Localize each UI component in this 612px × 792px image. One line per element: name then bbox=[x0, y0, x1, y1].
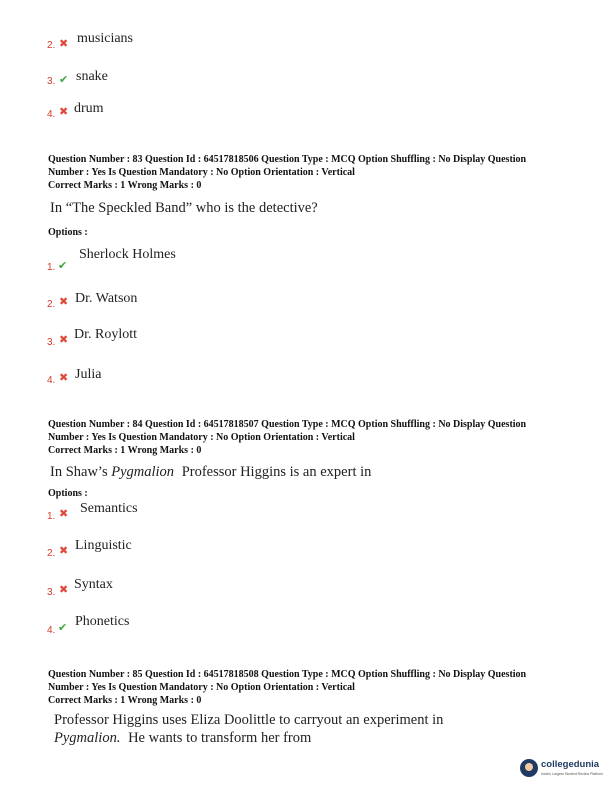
question-text bbox=[50, 464, 371, 481]
option-text: Syntax bbox=[74, 577, 113, 592]
option-number: 3. bbox=[47, 587, 56, 598]
check-icon: ✔ bbox=[58, 621, 68, 634]
meta-line: Correct Marks : 1 Wrong Marks : 0 bbox=[48, 445, 202, 456]
question-meta bbox=[48, 668, 568, 707]
option-number: 4. bbox=[47, 109, 56, 120]
check-icon: ✔ bbox=[59, 73, 69, 86]
option-text: Dr. Roylott bbox=[74, 327, 138, 342]
question-text-end: He wants to transform her from bbox=[128, 730, 312, 746]
work-title: Pygmalion. bbox=[54, 730, 121, 746]
meta-line: Correct Marks : 1 Wrong Marks : 0 bbox=[48, 695, 202, 706]
option-number: 4. bbox=[47, 375, 56, 386]
option-text: Dr. Watson bbox=[75, 291, 138, 306]
work-title: Pygmalion bbox=[111, 464, 175, 480]
cross-icon: ✖ bbox=[59, 544, 69, 557]
cross-icon: ✖ bbox=[59, 37, 69, 50]
question-text-line2 bbox=[54, 730, 311, 747]
cross-icon: ✖ bbox=[59, 295, 69, 308]
cross-icon: ✖ bbox=[59, 507, 69, 520]
cross-icon: ✖ bbox=[59, 371, 69, 384]
meta-line: Number : Yes Is Question Mandatory : No Option Orientation : Vertical bbox=[48, 682, 355, 693]
meta-line: Correct Marks : 1 Wrong Marks : 0 bbox=[48, 180, 202, 191]
logo-name: collegedunia bbox=[541, 759, 600, 770]
option-number: 2. bbox=[47, 548, 56, 559]
meta-line: Question Number : 83 Question Id : 64517818506 Question Type : MCQ Option Shuffling : No Display Question bbox=[48, 154, 527, 165]
option-text: Julia bbox=[75, 367, 102, 382]
option-number: 1. bbox=[47, 262, 56, 273]
question-text: In “The Speckled Band” who is the detective? bbox=[50, 200, 318, 216]
meta-line: Question Number : 85 Question Id : 64517818508 Question Type : MCQ Option Shuffling : No Display Question bbox=[48, 669, 527, 680]
option-number: 3. bbox=[47, 76, 56, 87]
collegedunia-logo bbox=[520, 757, 612, 783]
meta-line: Question Number : 84 Question Id : 64517818507 Question Type : MCQ Option Shuffling : No Display Question bbox=[48, 419, 527, 430]
logo-tagline: India's Largest Student Review Platform bbox=[541, 772, 604, 776]
question-text-start: In Shaw’s bbox=[50, 464, 108, 480]
option-number: 3. bbox=[47, 337, 56, 348]
cross-icon: ✖ bbox=[59, 333, 69, 346]
question-text: Professor Higgins uses Eliza Doolittle to carryout an experiment in bbox=[54, 712, 444, 728]
option-text: Phonetics bbox=[75, 614, 130, 629]
option-text: drum bbox=[74, 101, 104, 116]
question-meta bbox=[48, 418, 568, 457]
option-text: Linguistic bbox=[75, 538, 132, 553]
option-number: 1. bbox=[47, 511, 56, 522]
option-number: 2. bbox=[47, 299, 56, 310]
option-number: 2. bbox=[47, 40, 56, 51]
cross-icon: ✖ bbox=[59, 105, 69, 118]
option-text: Sherlock Holmes bbox=[79, 247, 176, 262]
option-text: snake bbox=[76, 69, 108, 84]
check-icon: ✔ bbox=[58, 259, 68, 272]
question-text-end: Professor Higgins is an expert in bbox=[181, 464, 372, 480]
options-label: Options : bbox=[48, 488, 88, 499]
option-number: 4. bbox=[47, 625, 56, 636]
question-meta bbox=[48, 153, 568, 192]
option-text: Semantics bbox=[80, 501, 138, 516]
option-text: musicians bbox=[77, 31, 133, 46]
meta-line: Number : Yes Is Question Mandatory : No Option Orientation : Vertical bbox=[48, 432, 355, 443]
meta-line: Number : Yes Is Question Mandatory : No Option Orientation : Vertical bbox=[48, 167, 355, 178]
cross-icon: ✖ bbox=[59, 583, 69, 596]
logo-mascot-icon bbox=[520, 759, 538, 777]
options-label: Options : bbox=[48, 227, 88, 238]
